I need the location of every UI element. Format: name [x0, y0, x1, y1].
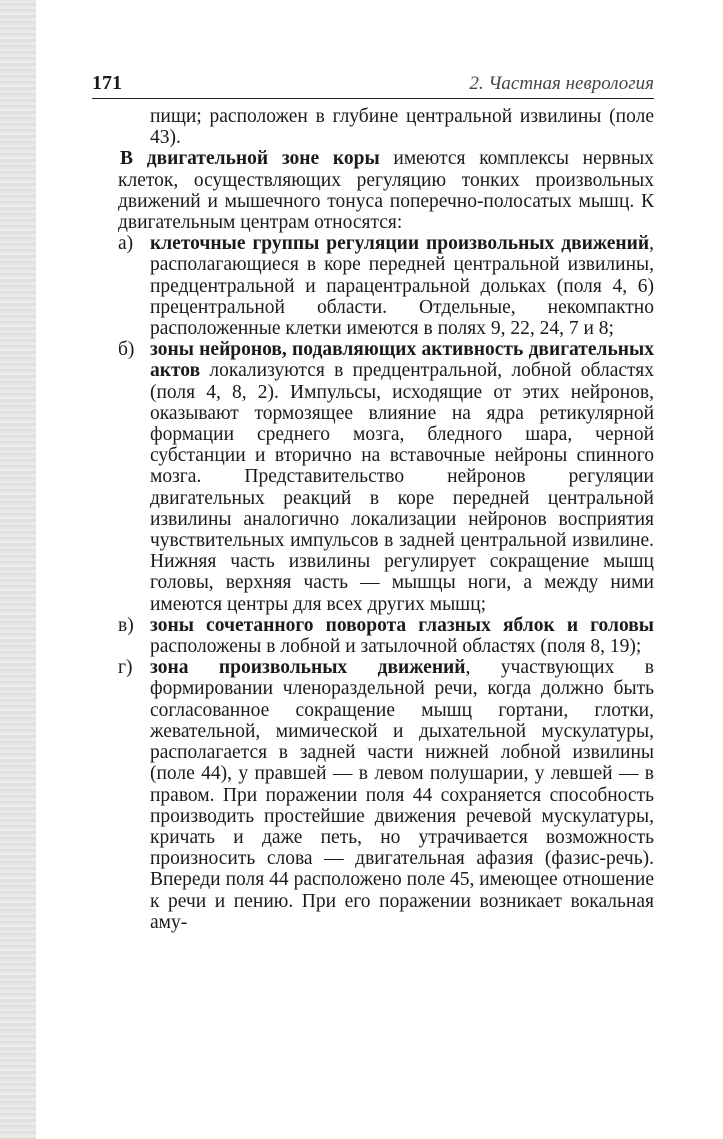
- continuation-paragraph: пищи; расположен в глубине центральной извилины (поле 43).: [150, 106, 654, 149]
- page-number: 171: [92, 72, 122, 94]
- list-item-text: , располагающиеся в коре передней центральной извилины, предцентральной и парацентральной дольках (поля 4, 6) прецентральной области. Отдельные, некомпактно расположенные клетки имеются в полях 9, 22, 24, 7 и 8;: [150, 233, 654, 340]
- list-item-text: , участвующих в формировании членораздельной речи, когда должно быть согласованное сокращение мышц гортани, глотки, жевательной, мимической и дыхательной мускулатуры, располагается в задней части нижней лобной извилины (поле 44), у правшей — в левом полушарии, у левшей — в правом. При поражении поля 44 сохраняется способность производить простейшие движения речевой мускулатуры, кричать и даже петь, но утрачивается возможность произносить слова — двигательная афазия (фазис-речь). Впереди поля 44 расположено поле 45, имеющее отношение к речи и пению. При его поражении возникает вокальная аму-: [150, 657, 654, 933]
- list-item: [118, 657, 654, 933]
- list-item-term: клеточные группы регуляции произвольных движений: [150, 233, 650, 255]
- list-item-text: локализуются в предцентральной, лобной областях (поля 4, 8, 2). Импульсы, исходящие от этих нейронов, оказывают тормозящее влияние на ядра ретикулярной формации среднего мозга, бледного шара, черной субстанции и вторично на вставочные нейроны спинного мозга. Представительство нейронов регуляции двигательных реакций в коре передней центральной извилины аналогично локализации нейронов восприятия чувствительных импульсов в задней центральной извилине. Нижняя часть извилины регулирует сокращение мышц головы, верхняя часть — мышцы ноги, а между ними имеются центры для всех других мышц;: [150, 360, 654, 615]
- list-item-term: зоны нейронов, подавляющих активность двигательных актов: [150, 339, 654, 382]
- list-item-term: зоны сочетанного поворота глазных яблок и головы: [150, 614, 654, 636]
- list-marker: б): [118, 339, 135, 361]
- list-item-term: зона произвольных движений: [150, 657, 466, 679]
- intro-bold-term: В двигательной зоне коры: [120, 148, 380, 170]
- page-binding-shadow: [0, 0, 36, 1139]
- list-item: [118, 233, 654, 339]
- page-header: [92, 72, 654, 99]
- intro-text: имеются комплексы нервных клеток, осуществляющих регуляцию тонких произвольных движений и мышечного тонуса поперечно-полосатых мышц. К двигательным центрам относятся:: [118, 148, 654, 234]
- intro-paragraph: [118, 148, 654, 233]
- list-item: [118, 615, 654, 657]
- list-marker: в): [118, 614, 134, 636]
- list-item-text: расположены в лобной и затылочной областях (поля 8, 19);: [150, 636, 642, 658]
- running-title: 2. Частная неврология: [469, 73, 654, 94]
- body-text: [118, 106, 654, 933]
- list-marker: а): [118, 233, 134, 255]
- list-item: [118, 339, 654, 615]
- list-marker: г): [118, 657, 133, 679]
